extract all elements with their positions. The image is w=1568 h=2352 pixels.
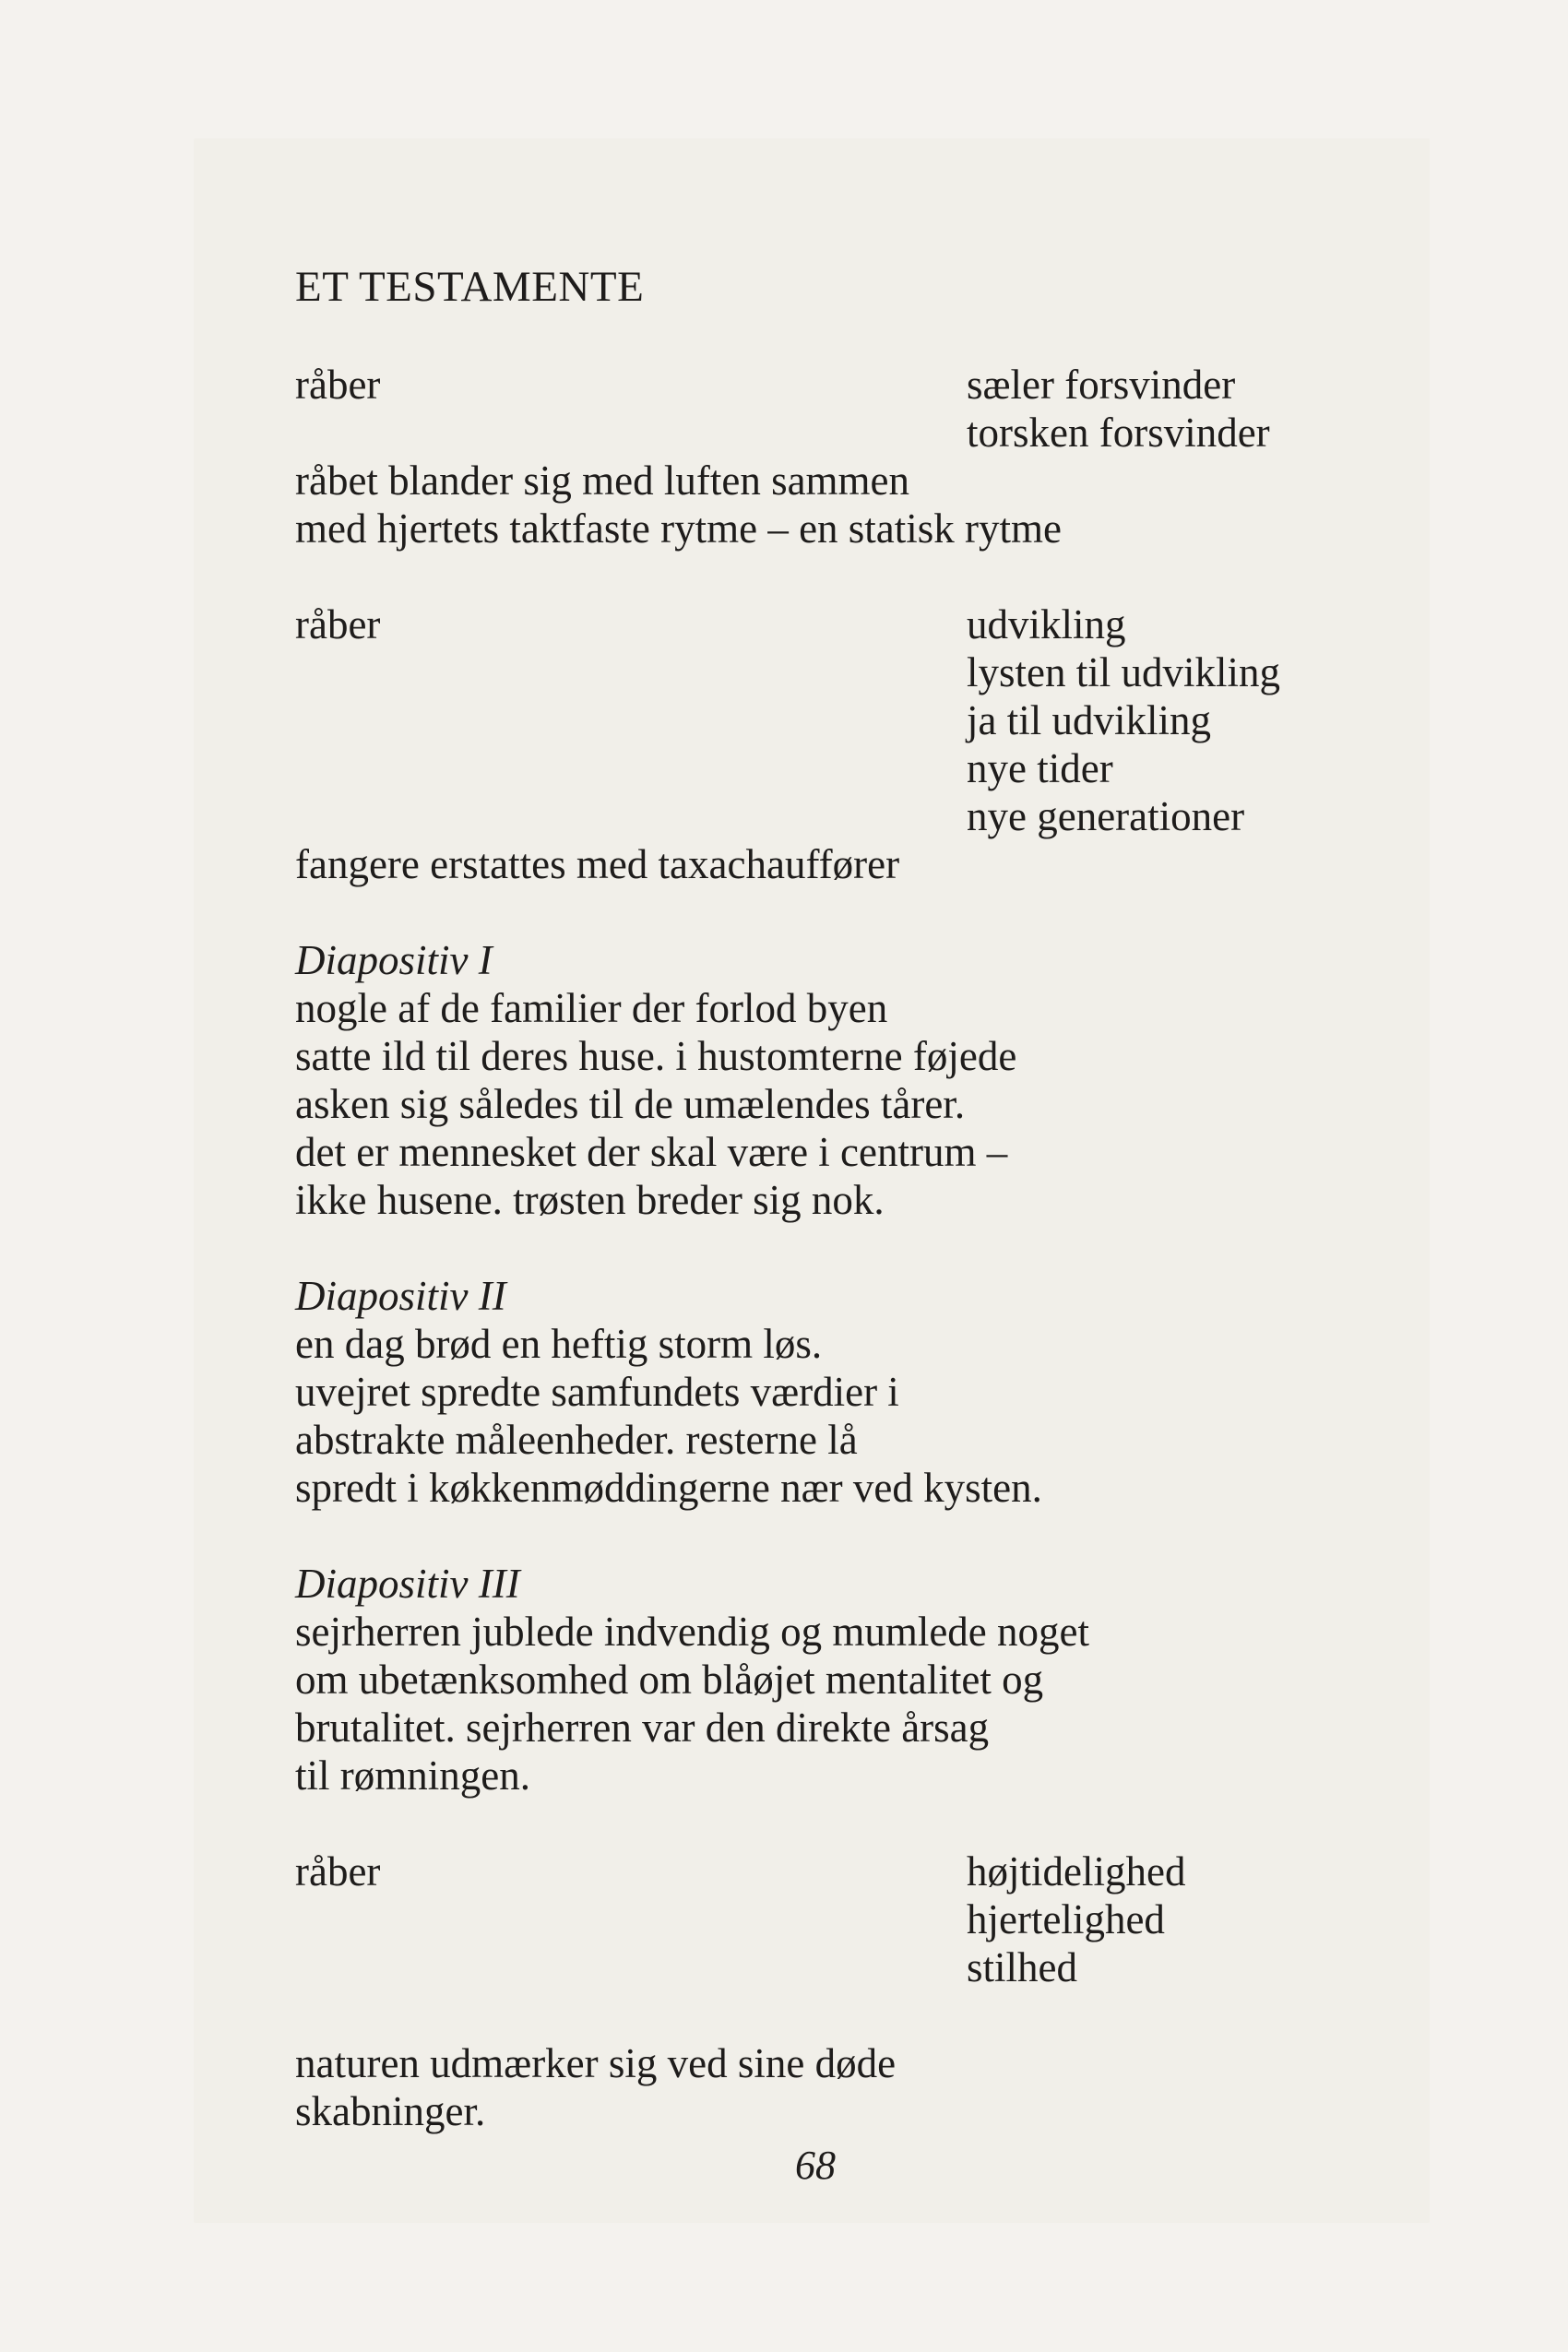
diapositiv1-heading: Diapositiv I	[295, 937, 493, 983]
diapositiv1-line: ikke husene. trøsten breder sig nok.	[295, 1177, 885, 1223]
closing-line: skabninger.	[295, 2088, 486, 2134]
stanza1-left: råber	[295, 362, 381, 408]
stanza2-right-line: lysten til udvikling	[967, 649, 1281, 695]
diapositiv3-line: sejrherren jublede indvendig og mumlede noget	[295, 1609, 1089, 1655]
closing-line: naturen udmærker sig ved sine døde	[295, 2040, 897, 2086]
stanza2-right-line: nye tider	[967, 745, 1113, 791]
diapositiv1-line: det er mennesket der skal være i centrum –	[295, 1129, 1008, 1175]
stanza2-right-line: nye generationer	[967, 793, 1245, 839]
diapositiv2-line: en dag brød en heftig storm løs.	[295, 1321, 823, 1367]
diapositiv1-line: satte ild til deres huse. i hustomterne føjede	[295, 1033, 1017, 1079]
stanza3-right-line: hjertelighed	[967, 1896, 1165, 1942]
stanza3-left: råber	[295, 1848, 381, 1895]
page-number: 68	[795, 2143, 836, 2188]
stanza3-right-line: højtidelighed	[967, 1848, 1186, 1895]
stanza1-right-line: torsken forsvinder	[967, 410, 1270, 456]
stanza1-line: råbet blander sig med luften sammen	[295, 457, 910, 504]
diapositiv1-line: asken sig således til de umælendes tårer.	[295, 1081, 966, 1127]
stanza2-line: fangere erstattes med taxachauffører	[295, 841, 900, 887]
diapositiv3-heading: Diapositiv III	[295, 1561, 520, 1607]
diapositiv3-line: om ubetænksomhed om blåøjet mentalitet og	[295, 1657, 1044, 1703]
diapositiv3-line: brutalitet. sejrherren var den direkte årsag	[295, 1705, 990, 1751]
diapositiv2-line: uvejret spredte samfundets værdier i	[295, 1369, 899, 1415]
diapositiv2-heading: Diapositiv II	[295, 1273, 506, 1319]
stanza2-left: råber	[295, 601, 381, 647]
diapositiv3-line: til rømningen.	[295, 1752, 530, 1799]
stanza1-right-line: sæler forsvinder	[967, 362, 1236, 408]
diapositiv2-line: abstrakte måleenheder. resterne lå	[295, 1417, 858, 1463]
poem-title: ET TESTAMENTE	[295, 263, 645, 311]
diapositiv1-line: nogle af de familier der forlod byen	[295, 985, 888, 1031]
stanza2-right-line: ja til udvikling	[967, 697, 1211, 743]
stanza2-right-line: udvikling	[967, 601, 1126, 647]
diapositiv2-line: spredt i køkkenmøddingerne nær ved kysten.	[295, 1465, 1042, 1511]
stanza1-line: med hjertets taktfaste rytme – en statisk rytme	[295, 505, 1063, 552]
stanza3-right-line: stilhed	[967, 1944, 1077, 1990]
